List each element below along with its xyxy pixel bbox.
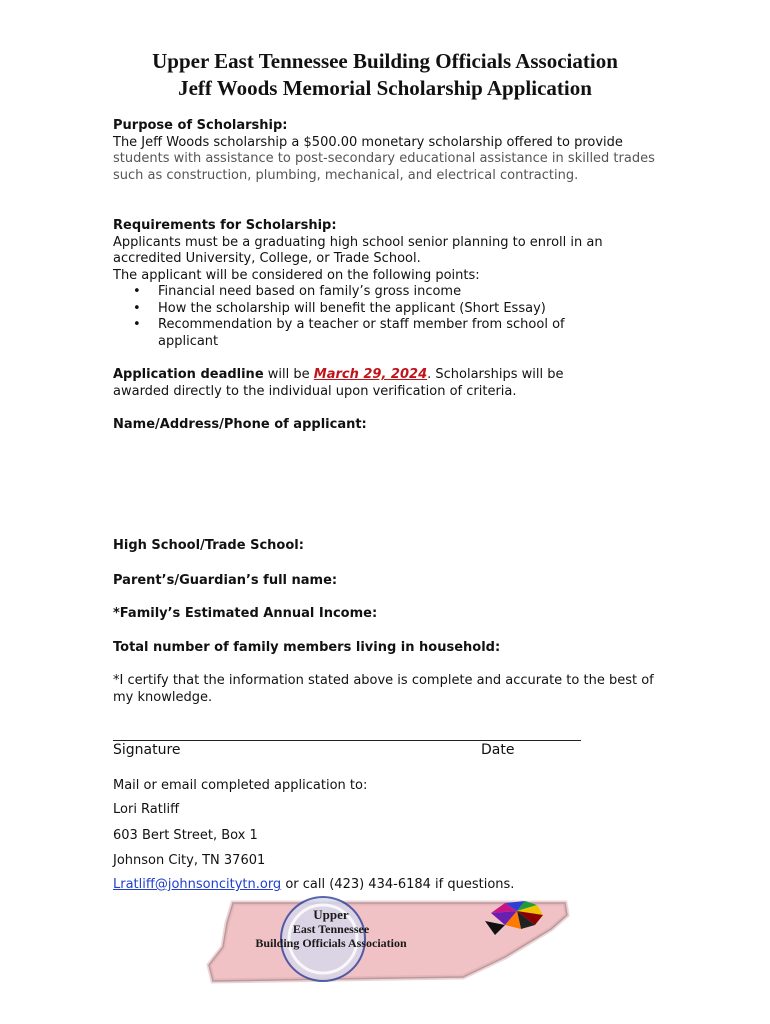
mail-contact — [113, 877, 673, 894]
mail-call: or call (423) 434-6184 if questions. — [281, 877, 515, 892]
deadline-section — [113, 367, 613, 400]
requirements-heading: Requirements for Scholarship: — [113, 218, 337, 233]
date-label: Date — [481, 742, 515, 758]
association-logo — [205, 895, 570, 995]
field-name-address-phone: Name/Address/Phone of applicant: — [113, 417, 367, 432]
deadline-note: . Scholarships will be awarded directly to the individual upon verification of criteria. — [113, 367, 564, 399]
deadline-label: Application deadline — [113, 367, 264, 382]
deadline-will-be: will be — [263, 367, 314, 382]
signature-label: Signature — [113, 742, 181, 758]
requirements-list — [113, 284, 673, 350]
purpose-text-detail: students with assistance to post-secondary educational assistance in skilled trades such as construction, plumbing, mechanical, and electrical contracting. — [113, 151, 655, 183]
purpose-heading: Purpose of Scholarship: — [113, 118, 288, 133]
field-household: Total number of family members living in household: — [113, 640, 501, 655]
purpose-text — [113, 135, 673, 185]
mail-street: 603 Bert Street, Box 1 — [113, 828, 258, 843]
deadline-date: March 29, 2024 — [313, 367, 428, 382]
page-title — [0, 48, 770, 102]
requirements-intro: Applicants must be a graduating high school senior planning to enroll in an accredited University, College, or Trade School. — [113, 234, 603, 266]
field-income: *Family’s Estimated Annual Income: — [113, 606, 378, 621]
requirements-section — [113, 218, 673, 350]
title-line-2: Jeff Woods Memorial Scholarship Application — [178, 76, 592, 100]
purpose-text-main: The Jeff Woods scholarship a $500.00 monetary scholarship offered to provide — [113, 134, 623, 150]
list-item: • Recommendation by a teacher or staff member from school of applicant — [113, 317, 598, 350]
requirements-considered: The applicant will be considered on the following points: — [113, 267, 480, 283]
field-school: High School/Trade School: — [113, 538, 304, 553]
list-item: • How the scholarship will benefit the applicant (Short Essay) — [113, 301, 673, 318]
list-item: • Financial need based on family’s gross income — [113, 284, 673, 301]
field-guardian: Parent’s/Guardian’s full name: — [113, 573, 338, 588]
title-line-1: Upper East Tennessee Building Officials Association — [152, 49, 618, 73]
logo-line-3: Building Officials Association — [255, 936, 407, 950]
mail-name: Lori Ratliff — [113, 802, 180, 817]
mail-intro: Mail or email completed application to: — [113, 778, 368, 793]
certify-statement: *I certify that the information stated above is complete and accurate to the best of my knowledge. — [113, 673, 654, 705]
purpose-section — [113, 118, 673, 184]
logo-line-2: East Tennessee — [292, 922, 370, 936]
signature-line — [113, 740, 581, 741]
mail-city: Johnson City, TN 37601 — [113, 853, 266, 868]
logo-line-1: Upper — [313, 907, 349, 922]
email-link[interactable]: Lratliff@johnsoncitytn.org — [113, 877, 282, 892]
